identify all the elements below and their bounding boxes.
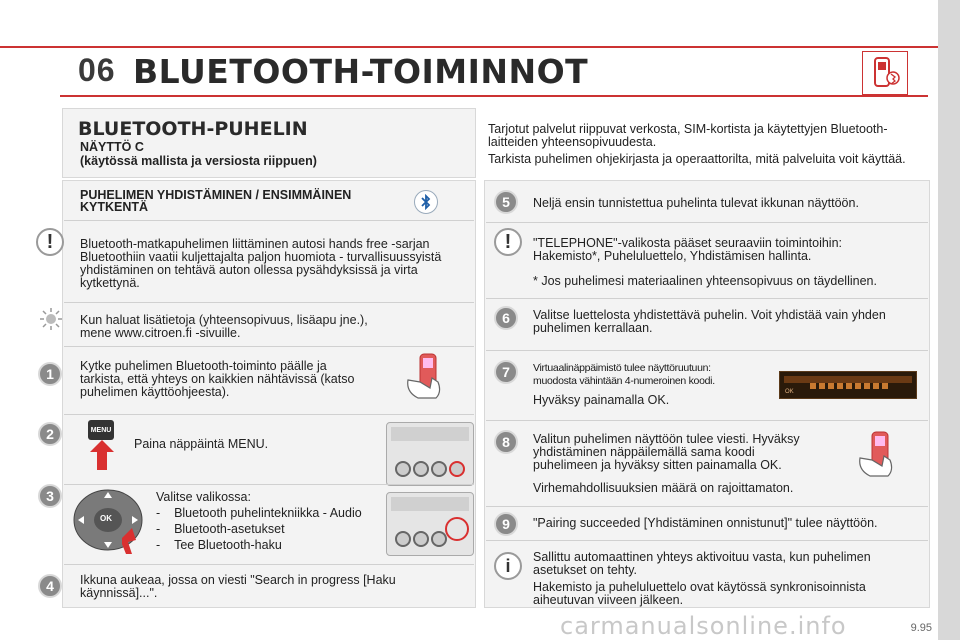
step-badge-2: 2 [38,422,62,446]
step3-item-1: - Bluetooth puhelintekniikka - Audio [156,506,362,520]
info-text-2: mene www.citroen.fi -sivuille. [80,326,241,340]
step9-text: "Pairing succeeded [Yhdistäminen onnistunut]" tulee näyttöön. [533,516,878,530]
step-badge-5: 5 [494,190,518,214]
page-title: BLUETOOTH-TOIMINNOT [133,52,589,91]
step8-text-3: puhelimeen ja hyväksy sitten painamalla OK. [533,458,782,472]
section-subtitle-1: NÄYTTÖ C [80,140,144,154]
hand-phone-icon [854,430,902,485]
ok-label: OK [100,514,112,523]
divider [486,540,928,541]
warn2-text-1: "TELEPHONE"-valikosta pääset seuraaviin toimintoihin: [533,236,843,250]
warning-text-3: yhdistäminen on tehtävä auton ollessa pysähdyksissä ja virta [80,263,418,277]
step3-item-3-label: Tee Bluetooth-haku [174,538,282,552]
radio-panel-illustration [386,422,474,486]
step3-item-2-label: Bluetooth-asetukset [174,522,285,536]
section-subtitle-2: (käytössä mallista ja versiosta riippuen) [80,154,317,168]
step4-text-1: Ikkuna aukeaa, jossa on viesti "Search in progress [Haku [80,573,396,587]
pairing-title-1: PUHELIMEN YHDISTÄMINEN / ENSIMMÄINEN [80,188,352,202]
step8-text-4: Virhemahdollisuuksien määrä on rajoittamaton. [533,481,794,495]
radio-panel-illustration [386,492,474,556]
step-badge-7: 7 [494,360,518,384]
divider [486,420,928,421]
info-light-icon [38,306,64,332]
step-badge-6: 6 [494,306,518,330]
step-badge-1: 1 [38,362,62,386]
section-title: BLUETOOTH-PUHELIN [78,118,308,140]
step8-text-2: yhdistäminen näppäilemällä sama koodi [533,445,755,459]
warning-text-1: Bluetooth-matkapuhelimen liittäminen autosi hands free -sarjan [80,237,430,251]
info2-text-2: asetukset on tehty. [533,563,637,577]
menu-button-graphic [88,420,114,440]
ok-dpad-illustration [70,484,146,561]
warning-text-2: Bluetoothiin vaatii kuljettajalta paljon huomiota - turvallisuussyistä [80,250,442,264]
step3-item-3: - Tee Bluetooth-haku [156,538,282,552]
divider [64,302,474,303]
divider [486,506,928,507]
top-accent-bar [0,46,938,48]
divider [486,222,928,223]
step1-text-1: Kytke puhelimen Bluetooth-toiminto päälle ja [80,359,327,373]
divider [486,298,928,299]
virtual-keypad-screen [779,371,917,399]
intro-text-3: Tarkista puhelimen ohjekirjasta ja operaattorilta, mitä palveluita voit käyttää. [488,152,906,166]
step7-text-3: Hyväksy painamalla OK. [533,393,670,407]
divider [64,346,474,347]
pairing-title-2: KYTKENTÄ [80,200,149,214]
step5-text: Neljä ensin tunnistettua puhelinta tulevat ikkunan näyttöön. [533,196,859,210]
info-text-1: Kun haluat lisätietoja (yhteensopivuus, lisäapu jne.), [80,313,368,327]
info2-text-1: Sallittu automaattinen yhteys aktivoituu vasta, kun puhelimen [533,550,871,564]
step1-text-3: puhelimen käyttöohjeesta). [80,385,230,399]
info-icon: i [494,552,522,580]
step4-text-2: käynnissä]...". [80,586,158,600]
step-badge-3: 3 [38,484,62,508]
step3-item-2: - Bluetooth-asetukset [156,522,285,536]
step8-text-1: Valitun puhelimen näyttöön tulee viesti. Hyväksy [533,432,800,446]
bluetooth-icon [414,190,438,214]
warn2-text-2: Hakemisto*, Puheluluettelo, Yhdistämisen hallinta. [533,249,812,263]
red-arrow-icon [90,440,114,475]
right-edge-strip [938,0,960,640]
warning-icon: ! [36,228,64,256]
watermark: carmanualsonline.info [560,612,847,640]
warn2-note: * Jos puhelimesi materiaalinen yhteensopivuus on täydellinen. [533,274,877,288]
divider [64,414,474,415]
page-number: 9.95 [910,622,932,634]
header-divider [60,95,928,97]
divider [64,564,474,565]
hand-phone-icon [402,352,450,407]
intro-text-2: laitteiden yhteensopivuudesta. [488,135,657,149]
step6-text-2: puhelimen kerrallaan. [533,321,653,335]
step3-intro: Valitse valikossa: [156,490,251,504]
intro-text-1: Tarjotut palvelut riippuvat verkosta, SIM-kortista ja käytettyjen Bluetooth- [488,122,888,136]
step1-text-2: tarkista, että yhteys on kaikkien nähtävissä (katso [80,372,355,386]
step2-text: Paina näppäintä MENU. [134,437,269,451]
step3-item-1-label: Bluetooth puhelintekniikka - Audio [174,506,362,520]
step7-text-2: muodosta vähintään 4-numeroinen koodi. [533,375,715,387]
step-badge-9: 9 [494,512,518,536]
step-badge-4: 4 [38,574,62,598]
screen-ok-label: OK [785,389,794,395]
step6-text-1: Valitse luettelosta yhdistettävä puhelin. Voit yhdistää vain yhden [533,308,886,322]
step7-text-1: Virtuaalinäppäimistö tulee näyttöruutuun: [533,362,711,374]
info2-text-3: Hakemisto ja puheluluettelo ovat käytössä synkronisoinnista [533,580,866,594]
divider [64,220,474,221]
menu-button-label: MENU [90,426,112,434]
bluetooth-phone-icon [862,51,908,95]
warning-text-4: kytkettynä. [80,276,140,290]
warning-icon: ! [494,228,522,256]
step-badge-8: 8 [494,430,518,454]
info2-text-4: aiheutuvan viiveen jälkeen. [533,593,684,607]
chapter-number: 06 [78,52,116,88]
divider [486,350,928,351]
